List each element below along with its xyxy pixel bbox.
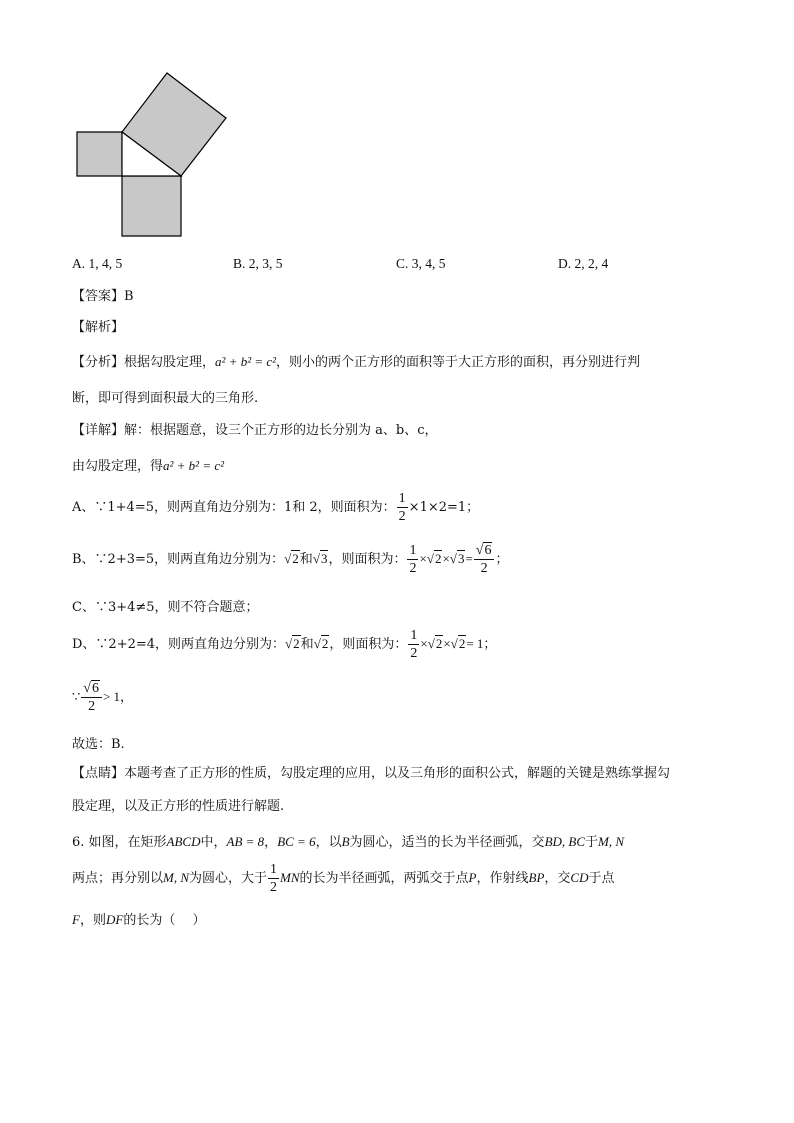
pythagoras-formula-2: a² + b² = c² — [163, 458, 225, 473]
option-c: C. 3, 4, 5 — [396, 256, 446, 271]
choice-line: 故选：B. — [72, 737, 125, 752]
pythagoras-figure — [70, 68, 234, 242]
sqrt-2: √2 — [284, 551, 299, 566]
xiangjie-line-1: 【详解】解：根据题意，设三个正方形的边长分别为 a、b、c， — [72, 423, 438, 438]
because-line: ∵ $\frac{√6}{2}$ > 1， — [72, 681, 134, 714]
sqrt-3: √3 — [312, 551, 328, 566]
sqrt6-over-2: $\frac{√6}{2}$ — [474, 542, 495, 577]
dianjing-line-1: 【点睛】本题考查了正方形的性质，勾股定理的应用，以及三角形的面积公式，解题的关键是熟练掌握勾 — [72, 766, 671, 781]
fenxi-line-1: 【分析】根据勾股定理，a² + b² = c²，则小的两个正方形的面积等于大正方形的面积，再分别进行判 — [72, 354, 641, 370]
q6-line-1: 6. 如图，在矩形ABCD中，AB = 8，BC = 6，以B为圆心，适当的长为半径画弧，交BD, BC于M, N — [72, 834, 625, 850]
case-a: A、∵1+4=5，则两直角边分别为：1和 2，则面积为： $\frac{1}{2}$ ×1×2=1； — [72, 491, 480, 524]
dianjing-tag: 【点睛】 — [72, 766, 125, 781]
option-a: A. 1, 4, 5 — [72, 256, 123, 271]
option-b: B. 2, 3, 5 — [233, 256, 283, 271]
case-d: D、∵2+2=4，则两直角边分别为：√2和√2，则面积为： $\frac{1}{2}$ ×√2×√2= 1； — [72, 628, 497, 661]
q6-line-2: 两点；再分别以M, N为圆心，大于 $\frac{1}{2}$ MN的长为半径画弧，两弧交于点P，作射线BP，交CD于点 — [72, 862, 615, 895]
analysis-label: 【解析】 — [72, 320, 125, 335]
half-fraction: $\frac{1}{2}$ — [398, 491, 406, 524]
q6-line-3: F，则DF的长为（ ） — [72, 912, 206, 928]
case-b: B、∵2+3=5，则两直角边分别为：√2和√3，则面积为： $\frac{1}{2}$ ×√2×√3= $\frac{√6}{2}$ ； — [72, 539, 508, 580]
xiangjie-line-2: 由勾股定理，得a² + b² = c² — [72, 458, 225, 474]
fenxi-line-2: 断，即可得到面积最大的三角形. — [72, 391, 259, 406]
option-d: D. 2, 2, 4 — [558, 256, 609, 271]
answer: 【答案】B — [72, 289, 134, 304]
xiangjie-tag: 【详解】 — [72, 423, 125, 438]
bottom-square — [122, 176, 181, 236]
left-square — [77, 132, 122, 176]
case-c: C、∵3+4≠5，则不符合题意； — [72, 600, 259, 615]
dianjing-line-2: 股定理，以及正方形的性质进行解题. — [72, 799, 285, 814]
pythagoras-formula: a² + b² = c² — [215, 354, 277, 369]
fenxi-tag: 【分析】 — [72, 355, 125, 370]
